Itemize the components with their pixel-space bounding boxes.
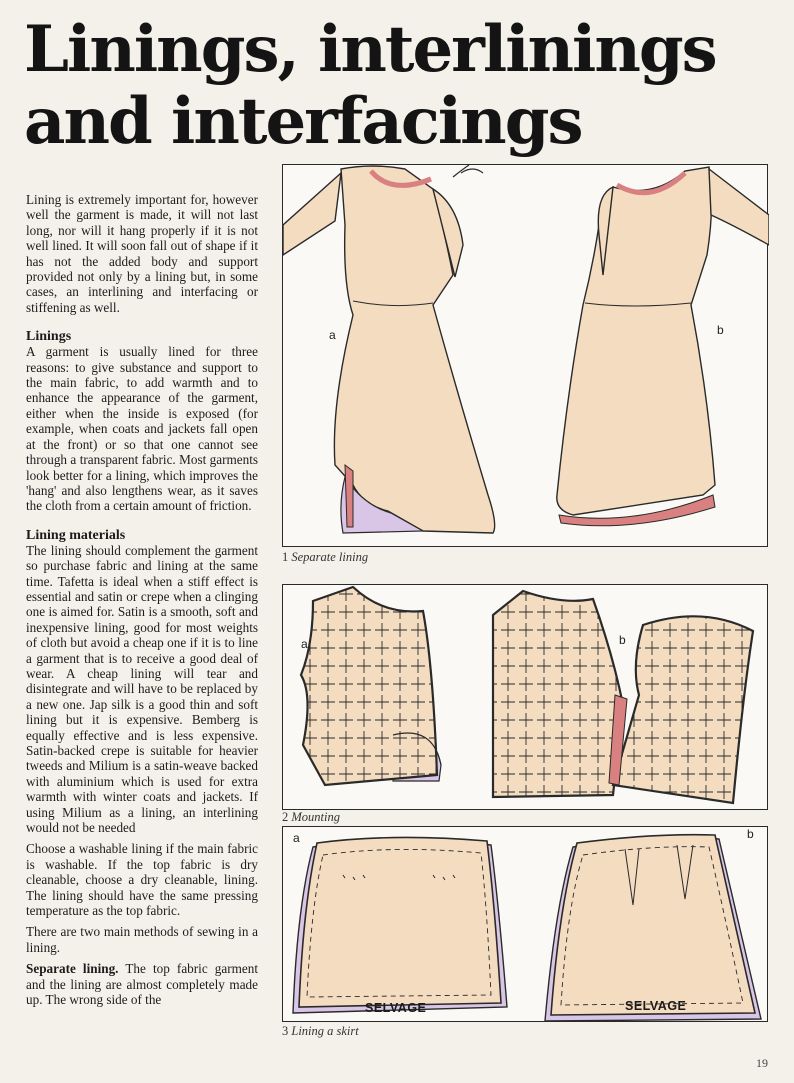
dress-b [557, 167, 769, 515]
figure-1-caption [282, 550, 368, 565]
title-line-1: Linings, interlinings [24, 12, 716, 87]
figure-2-label-a: a [301, 637, 308, 651]
figure-1-label-a: a [329, 328, 336, 342]
figure-3-number: 3 [282, 1024, 289, 1038]
figure-3-illustration [283, 827, 769, 1023]
figure-2-mounting [282, 584, 768, 810]
separate-lining-text: The top fabric garment and the lining are almost completely made up. The wrong side of the [26, 961, 259, 1008]
washable-paragraph: Choose a washable lining if the main fabric is washable. If the top fabric is dry cleanable, choose a dry cleanable, lining. The lining should have the same pressing temperature as the top fabric. [26, 841, 258, 919]
figure-3-caption [282, 1024, 359, 1039]
figure-3-label-a: a [293, 831, 300, 845]
figure-1-label-b: b [717, 323, 724, 337]
linings-heading: Linings [26, 329, 72, 345]
materials-heading: Lining materials [26, 527, 126, 543]
figure-2-label-b: b [619, 633, 626, 647]
separate-lining-runin: Separate lining. [26, 961, 119, 977]
figure-2-illustration [283, 585, 769, 811]
page-number: 19 [756, 1056, 768, 1070]
article-text [26, 192, 258, 1022]
figure-3-selvage-b: SELVAGE [625, 999, 687, 1013]
linings-paragraph: A garment is usually lined for three reasons: to give substance and support to the main fabric, to add warmth and to enhance the appearance of the garment, either when the inside is exposed (for example, when coats and jackets fall open at the front) or so that one cannot see through a transparent fabric. Most garments look better for a lining, which improves the 'hang' and also lengthens wear, as it saves the cloth from a certain amount of friction. [26, 344, 258, 514]
separate-lining-paragraph [26, 961, 258, 1007]
title-line-2: and interfacings [24, 84, 582, 159]
figure-2-caption-text: Mounting [291, 810, 340, 824]
materials-paragraph: The lining should complement the garment so purchase fabric and lining at the same time. Tafetta is ideal when a stiff effect is essential and satin or crepe when a clinging one is aimed for. Satin is a smooth, soft and inexpensive lining, good for most weights of cloth but avoid a cheap one if it is to line a garment that is to receive a good deal of wear. A cheap lining will tear and disintegrate and will have to be replaced by a new one. Jap silk is a good thin and soft lining but it is expensive. Bemberg is equally effective and is less expensive. Satin-backed crepe is suitable for heavier tweeds and Milium is a satin-weave backed with aluminium which is used for extra warmth with winter coats and jackets. If using Milium as a lining, an interlining would not be needed [26, 542, 258, 836]
figure-3-label-b: b [747, 827, 754, 841]
figure-1-separate-lining [282, 164, 768, 547]
figure-2-number: 2 [282, 810, 289, 824]
intro-paragraph: Lining is extremely important for, however well the garment is made, it will not last long, nor will it hang properly if it is not well lined. It will soon fall out of shape if it has not the added body and support provided not only by a lining but, in some cases, an interlining and interfacing or stiffening as well. [26, 192, 258, 315]
figure-1-caption-text: Separate lining [291, 550, 369, 564]
dress-a-lining-edge [345, 465, 353, 527]
dress-a [283, 166, 495, 533]
figure-3-caption-text: Lining a skirt [291, 1024, 359, 1038]
figure-3-selvage-a: SELVAGE [365, 1001, 427, 1015]
figure-1-number: 1 [282, 550, 289, 564]
figure-3-lining-a-skirt [282, 826, 768, 1022]
figure-2-caption [282, 810, 340, 825]
figure-1-illustration [283, 165, 769, 548]
skirt-a [299, 837, 501, 1007]
page-title [24, 14, 784, 158]
methods-paragraph: There are two main methods of sewing in a lining. [26, 924, 258, 955]
